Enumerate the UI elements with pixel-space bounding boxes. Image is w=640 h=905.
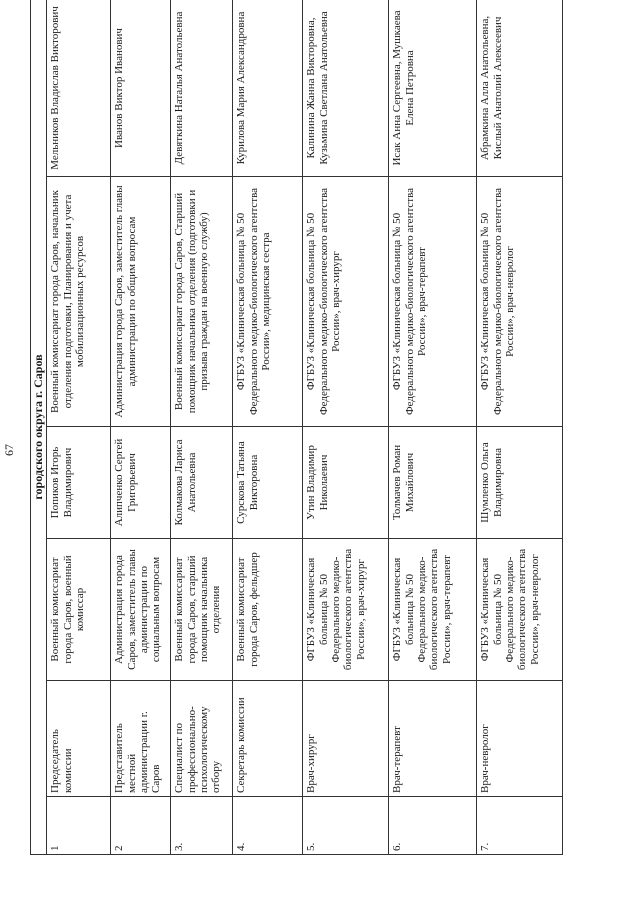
role-cell: Врач-хирург [303, 681, 389, 797]
reserve-org-cell: Военный комиссариат города Саров, начальник отделения подготовки, Планирования и учета мобилизационных ресурсов [47, 177, 111, 427]
main-name-cell: Колмакова Лариса Анатольевна [171, 427, 233, 539]
reserve-name-cell: Исак Анна Сергеевна, Мушкаева Елена Петровна [389, 0, 477, 177]
table-row [233, 0, 303, 855]
main-org-cell: Военный комиссариат города Саров, фельдшер [233, 539, 303, 681]
table-row [47, 0, 111, 855]
reserve-name-cell: Девяткина Наталья Анатольевна [171, 0, 233, 177]
row-number: 4. [233, 797, 303, 855]
reserve-name-cell: Калинина Жанна Викторовна, Кузьмина Светлана Анатольевна [303, 0, 389, 177]
role-cell: Врач-терапевт [389, 681, 477, 797]
reserve-name-cell: Иванов Виктор Иванович [111, 0, 171, 177]
reserve-name-cell: Мельников Владислав Викторович [47, 0, 111, 177]
main-name-cell: Толмачев Роман Михайлович [389, 427, 477, 539]
role-cell: Врач-невролог [477, 681, 563, 797]
reserve-org-cell: ФГБУЗ «Клиническая больница № 50 Федерального медико-биологического агентства России», врач-невролог [477, 177, 563, 427]
main-name-cell: Попиков Игорь Владимирович [47, 427, 111, 539]
commission-table [30, 0, 563, 855]
table-row [111, 0, 171, 855]
row-number: 2 [111, 797, 171, 855]
reserve-org-cell: Военный комиссариат города Саров, Старший помощник начальника отделения (подготовки и призыва граждан на военную службу) [171, 177, 233, 427]
role-cell: Представитель местной администрации г. Саров [111, 681, 171, 797]
row-number: 7. [477, 797, 563, 855]
main-name-cell: Утин Владимир Николаевич [303, 427, 389, 539]
main-org-cell: ФГБУЗ «Клиническая больница № 50 Федерального медико-биологического агентства России», врач-терапевт [389, 539, 477, 681]
table-header: городского округа г. Саров [31, 0, 47, 855]
role-cell: Председатель комиссии [47, 681, 111, 797]
role-cell: Специалист по профессионально-психологическому отбору [171, 681, 233, 797]
main-name-cell: Сурскова Татьяна Викторовна [233, 427, 303, 539]
row-number: 5. [303, 797, 389, 855]
table-row [171, 0, 233, 855]
table-row [389, 0, 477, 855]
row-number: 1 [47, 797, 111, 855]
table-row [477, 0, 563, 855]
reserve-name-cell: Абрамкина Алла Анатольевна, Кислый Анатолий Алексеевич [477, 0, 563, 177]
reserve-org-cell: ФГБУЗ «Клиническая больница № 50 Федерального медико-биологического агентства России», врач-терапевт [389, 177, 477, 427]
main-org-cell: Администрация города Саров, заместитель главы администрации по социальным вопросам [111, 539, 171, 681]
table-header-row [31, 0, 47, 855]
row-number: 3. [171, 797, 233, 855]
row-number: 6. [389, 797, 477, 855]
main-name-cell: Шумленко Ольга Владимировна [477, 427, 563, 539]
reserve-org-cell: ФГБУЗ «Клиническая больница № 50 Федерального медико-биологического агентства России», медицинская сестра [233, 177, 303, 427]
main-org-cell: ФГБУЗ «Клиническая больница № 50 Федерального медико-биологического агентства России», врач-невролог [477, 539, 563, 681]
reserve-org-cell: Администрация города Саров, заместитель главы администрации по общим вопросам [111, 177, 171, 427]
main-org-cell: Военный комиссариат города Саров, старший помощник начальника отделения [171, 539, 233, 681]
role-cell: Секретарь комиссии [233, 681, 303, 797]
table-row [303, 0, 389, 855]
reserve-name-cell: Курилова Мария Александровна [233, 0, 303, 177]
main-org-cell: ФГБУЗ «Клиническая больница № 50 Федерального медико-биологического агентства России», врач-хирург [303, 539, 389, 681]
main-name-cell: Алипченко Сергей Григорьевич [111, 427, 171, 539]
page-number: 67 [2, 444, 16, 456]
main-org-cell: Военный комиссариат города Саров, военный комиссар [47, 539, 111, 681]
reserve-org-cell: ФГБУЗ «Клиническая больница № 50 Федерального медико-биологического агентства России», врач-хирург [303, 177, 389, 427]
